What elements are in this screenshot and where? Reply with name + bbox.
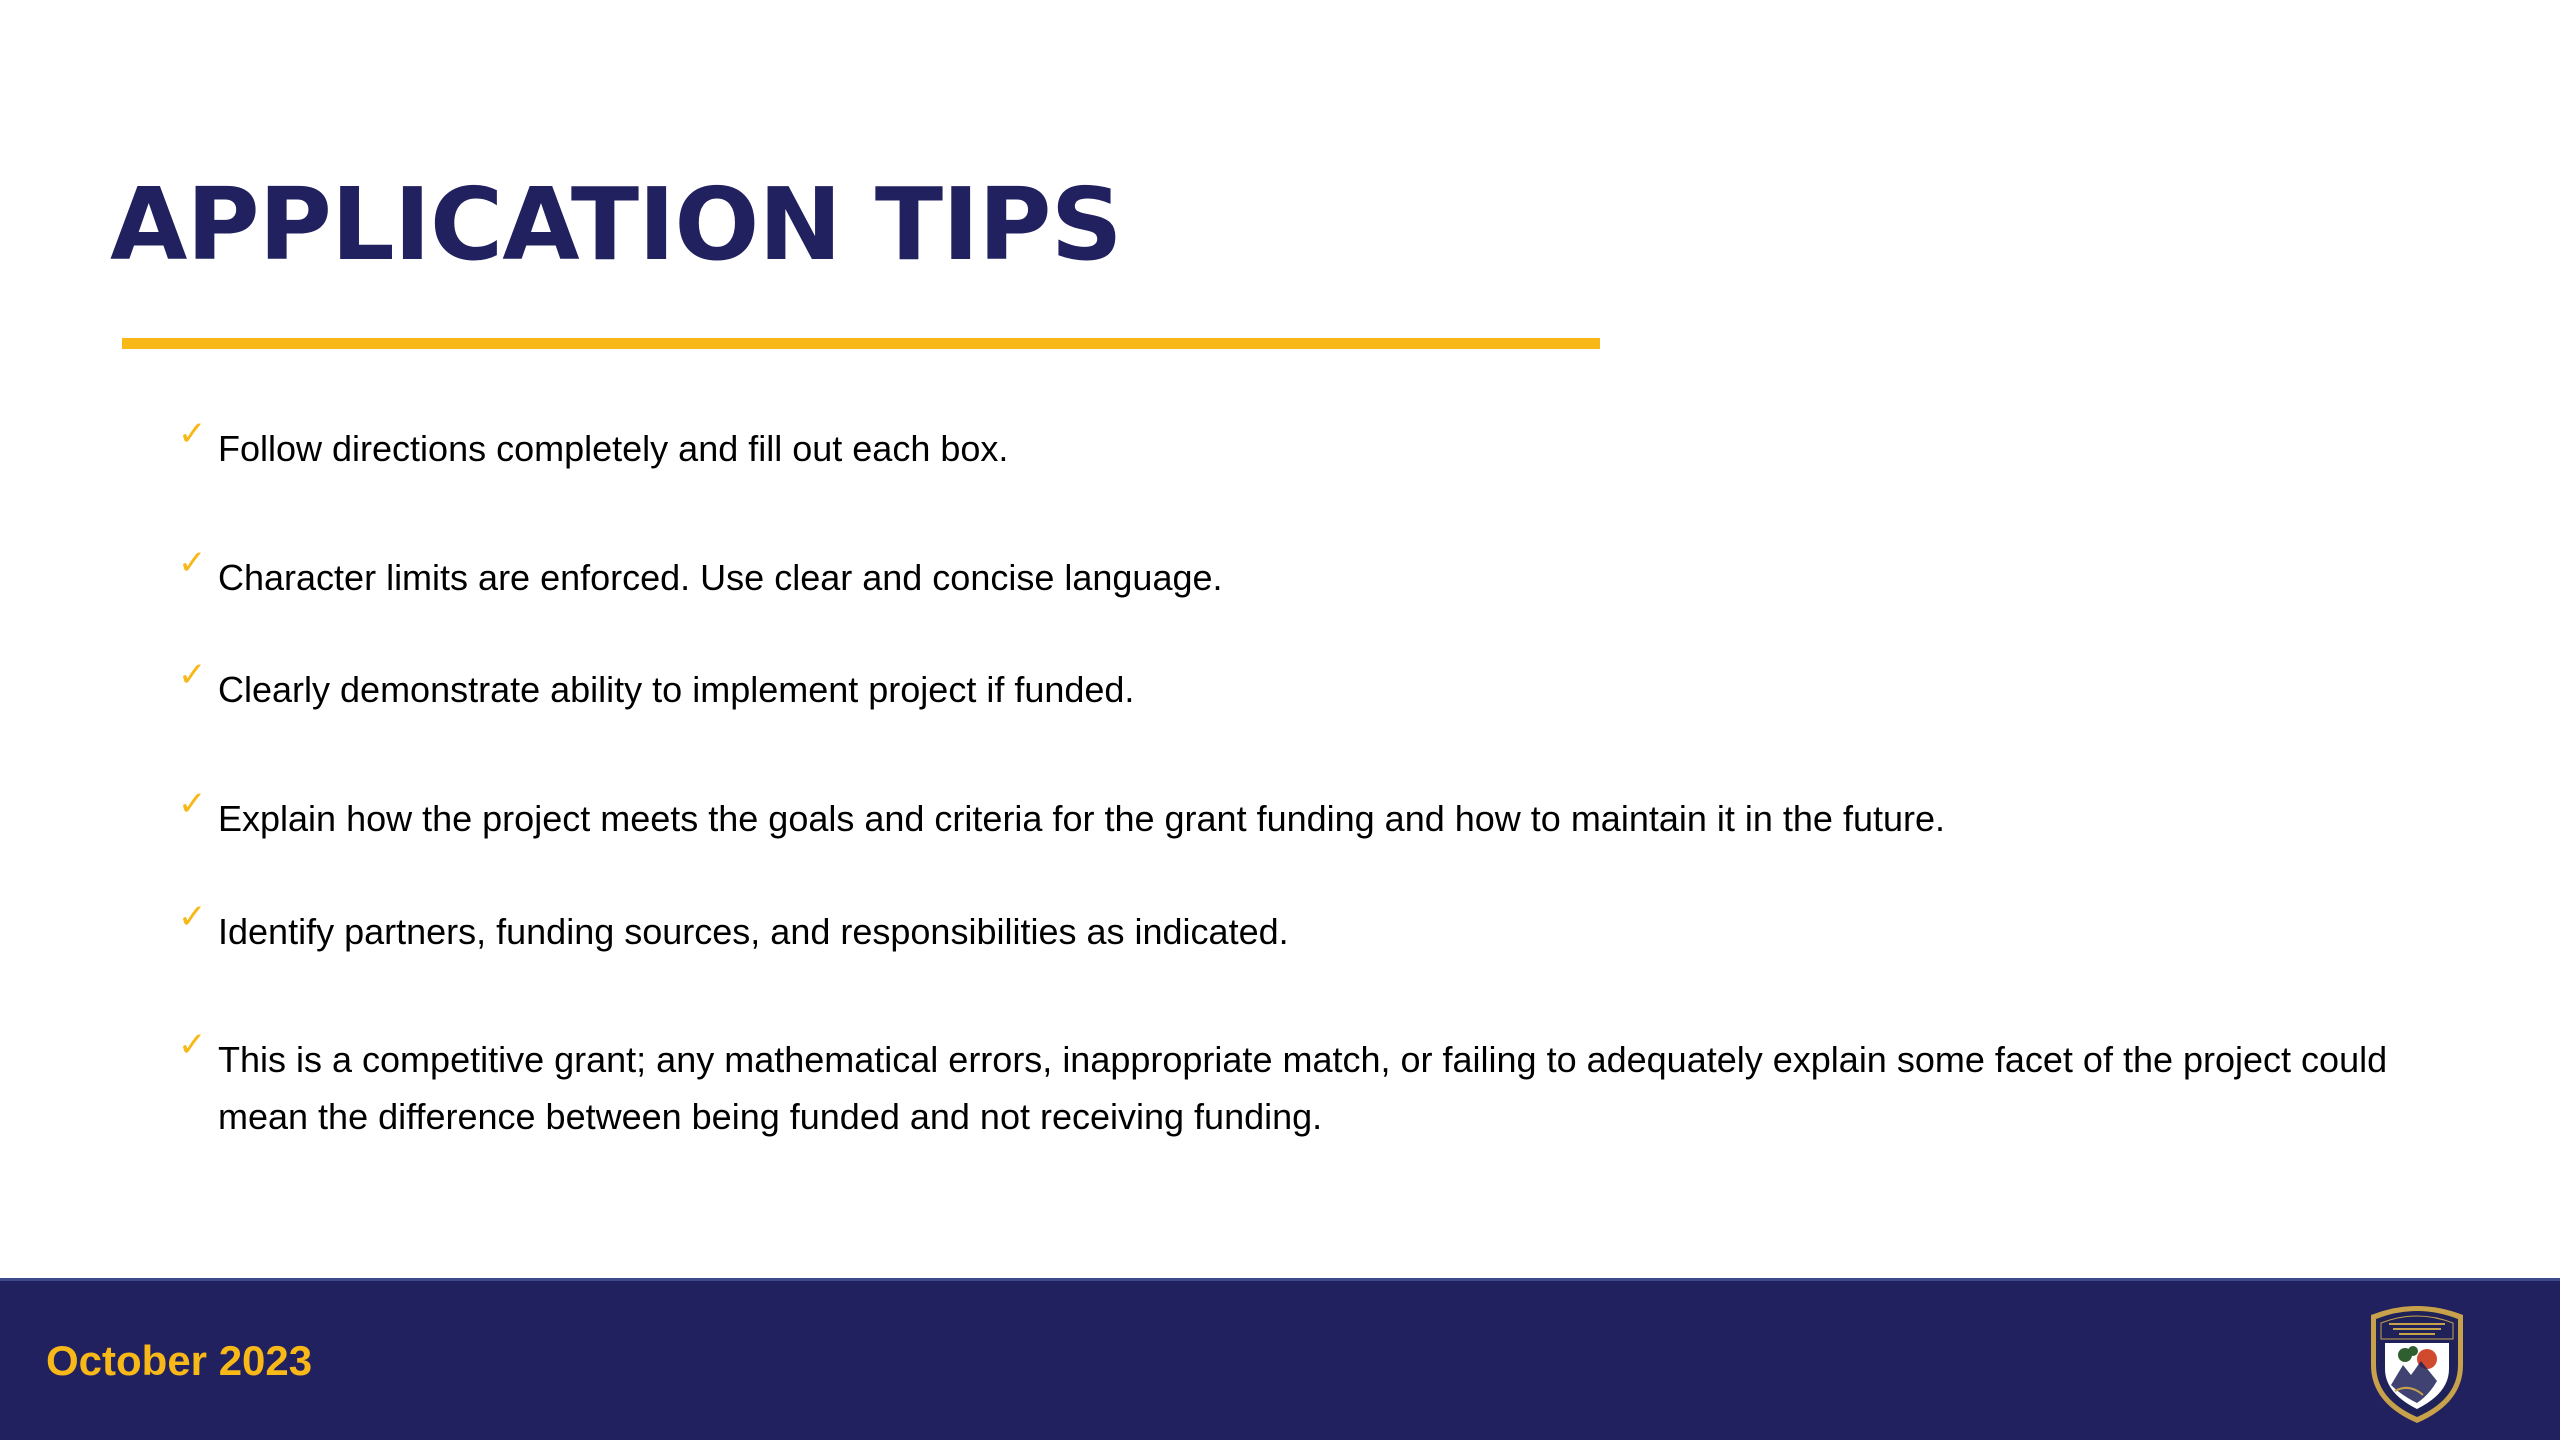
checkmark-icon: ✓ (178, 414, 207, 454)
shield-emblem-icon (2365, 1299, 2469, 1425)
checkmark-icon: ✓ (178, 543, 207, 583)
checkmark-icon: ✓ (178, 897, 207, 937)
footer-date: October 2023 (46, 1337, 313, 1384)
checkmark-icon: ✓ (178, 784, 207, 824)
checkmark-icon: ✓ (178, 1025, 207, 1065)
list-item (178, 655, 2418, 718)
slide-title: APPLICATION TIPS (110, 166, 1122, 283)
list-item (178, 1025, 2418, 1145)
list-item-text: Explain how the project meets the goals and criteria for the grant funding and how to maintain it in the future. (218, 798, 1946, 839)
footer-bar (0, 1278, 2560, 1440)
list-item (178, 414, 2418, 477)
list-item-text: This is a competitive grant; any mathematical errors, inappropriate match, or failing to adequately explain some facet of the project could mean the difference between being funded and not receiving funding. (218, 1039, 2388, 1137)
list-item-text: Clearly demonstrate ability to implement project if funded. (218, 669, 1135, 710)
list-item (178, 543, 2418, 606)
list-item (178, 784, 2418, 847)
list-item-text: Identify partners, funding sources, and responsibilities as indicated. (218, 911, 1289, 952)
checkmark-icon: ✓ (178, 655, 207, 695)
title-underline (122, 338, 1600, 349)
list-item (178, 897, 2418, 960)
list-item-text: Character limits are enforced. Use clear and concise language. (218, 557, 1223, 598)
list-item-text: Follow directions completely and fill out each box. (218, 428, 1009, 469)
